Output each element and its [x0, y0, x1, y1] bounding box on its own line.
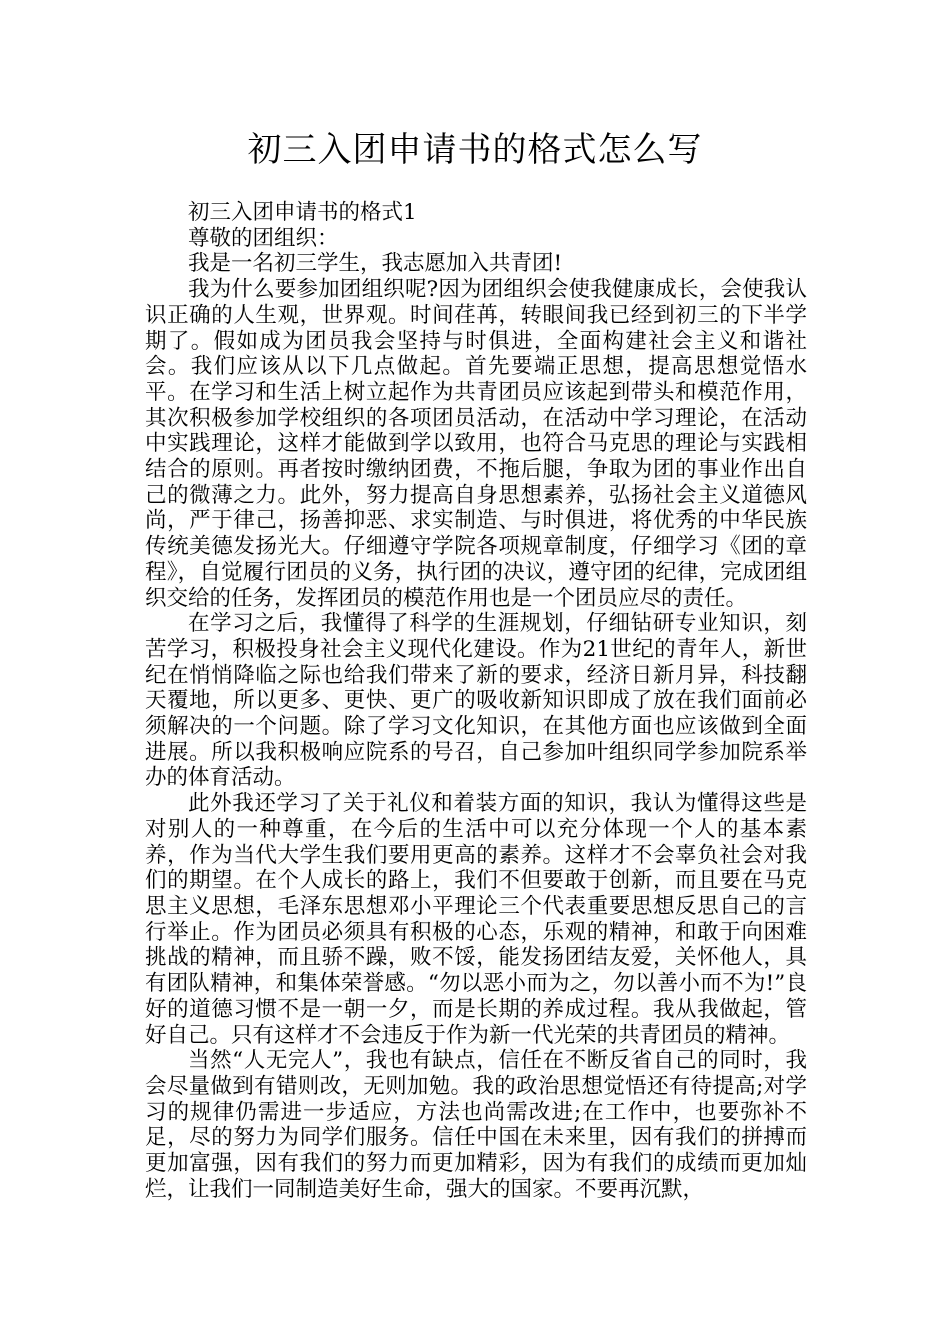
paragraph: 此外我还学习了关于礼仪和着装方面的知识，我认为懂得这些是对别人的一种尊重，在今后的生活中可以充分体现一个人的基本素养，作为当代大学生我们要用更高的素养。这样才不会辜负社会对我们的期望。在个人成长的路上，我们不但要敢于创新，而且要在马克思主义思想，毛泽东思想邓小平理论三个代表重要思想反思自己的言行举止。作为团员必须具有积极的心态，乐观的精神，和敢于向困难挑战的精神，而且骄不躁，败不馁，能发扬团结友爱，关怀他人，具有团队精神，和集体荣誉感。“勿以恶小而为之，勿以善小而不为!”良好的道德习惯不是一朝一夕，而是长期的养成过程。我从我做起，管好自己。只有这样才不会违反于作为新一代光荣的共青团员的精神。 [145, 791, 807, 1048]
paragraph: 在学习之后，我懂得了科学的生涯规划，仔细钻研专业知识，刻苦学习，积极投身社会主义现代化建设。作为21世纪的青年人，新世纪在悄悄降临之际也给我们带来了新的要求，经济日新月异，科技翻天覆地，所以更多、更快、更广的吸收新知识即成了放在我们面前必须解决的一个问题。除了学习文化知识，在其他方面也应该做到全面进展。所以我积极响应院系的号召，自己参加叶组织同学参加院系举办的体育活动。 [145, 611, 807, 791]
paragraph: 当然“人无完人”，我也有缺点，信任在不断反省自己的同时，我会尽量做到有错则改，无则加勉。我的政治思想觉悟还有待提高;对学习的规律仍需进一步适应，方法也尚需改进;在工作中，也要弥补不足，尽的努力为同学们服务。信任中国在未来里，因有我们的拼搏而更加富强，因有我们的努力而更加精彩，因为有我们的成绩而更加灿烂，让我们一同制造美好生命，强大的国家。不要再沉默， [145, 1048, 807, 1202]
document-title: 初三入团申请书的格式怎么写 [247, 130, 703, 170]
document-body [145, 200, 807, 1202]
paragraph: 我为什么要参加团组织呢?因为团组织会使我健康成长，会使我认识正确的人生观，世界观。时间荏苒，转眼间我已经到初三的下半学期了。假如成为团员我会坚持与时俱进，全面构建社会主义和谐社会。我们应该从以下几点做起。首先要端正思想，提高思想觉悟水平。在学习和生活上树立起作为共青团员应该起到带头和模范作用，其次积极参加学校组织的各项团员活动，在活动中学习理论，在活动中实践理论，这样才能做到学以致用，也符合马克思的理论与实践相结合的原则。再者按时缴纳团费，不拖后腿，争取为团的事业作出自己的微薄之力。此外，努力提高自身思想素养，弘扬社会主义道德风尚，严于律己，扬善抑恶、求实制造、与时俱进，将优秀的中华民族传统美德发扬光大。仔细遵守学院各项规章制度，仔细学习《团的章程》，自觉履行团员的义务，执行团的决议，遵守团的纪律，完成团组织交给的任务，发挥团员的模范作用也是一个团员应尽的责任。 [145, 277, 807, 611]
section-heading: 初三入团申请书的格式1 [188, 200, 417, 225]
paragraph: 我是一名初三学生，我志愿加入共青团! [188, 251, 563, 277]
salutation: 尊敬的团组织： [188, 225, 339, 251]
